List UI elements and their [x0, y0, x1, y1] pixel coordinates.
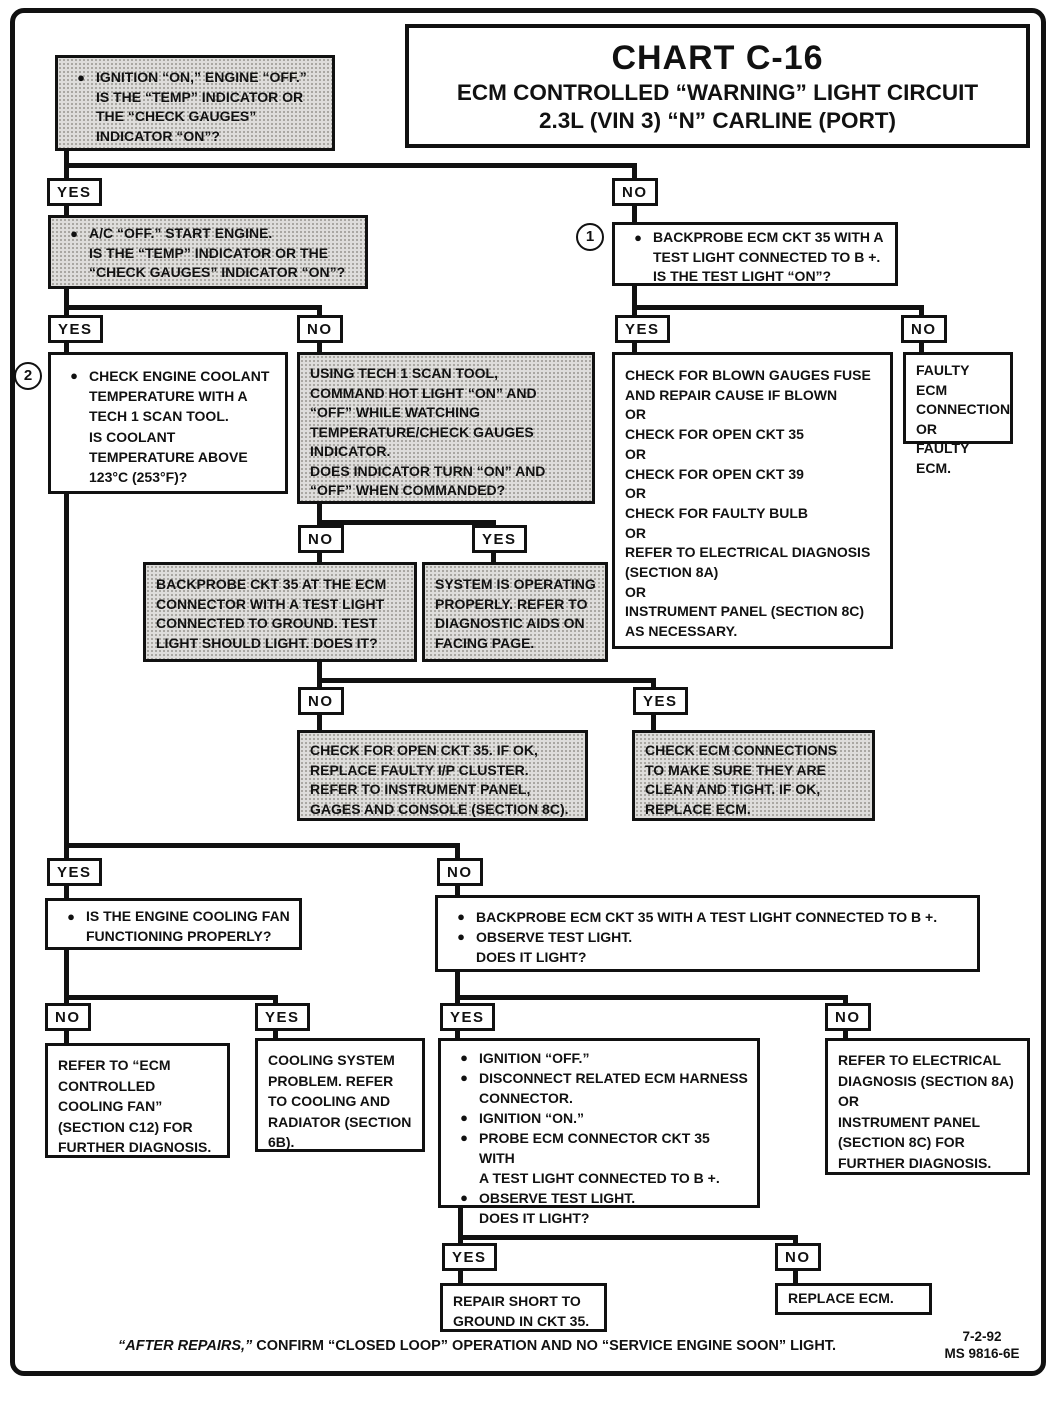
connector-line	[64, 494, 69, 898]
box-start-question: ● IGNITION “ON,” ENGINE “OFF.” IS THE “TEMP” INDICATOR OR THE “CHECK GAUGES” INDICATOR “ON”?	[55, 55, 335, 151]
box-refer-section-8a: REFER TO ELECTRICAL DIAGNOSIS (SECTION 8A) OR INSTRUMENT PANEL (SECTION 8C) FOR FURTHER DIAGNOSIS.	[825, 1038, 1030, 1175]
box-cooling-system-problem: COOLING SYSTEM PROBLEM. REFER TO COOLING AND RADIATOR (SECTION 6B).	[255, 1038, 425, 1152]
revision-date: 7-2-92	[962, 1329, 1002, 1344]
connector-line	[317, 678, 656, 683]
connector-line	[64, 843, 460, 848]
box-cooling-fan-question: ● IS THE ENGINE COOLING FAN FUNCTIONING PROPERLY?	[45, 898, 302, 950]
box-check-ecm-connections: CHECK ECM CONNECTIONS TO MAKE SURE THEY ARE CLEAN AND TIGHT. IF OK, REPLACE ECM.	[632, 730, 875, 821]
connector-line	[455, 995, 848, 1000]
decision-label-yes: YES	[48, 315, 103, 343]
decision-label-no: NO	[297, 315, 343, 343]
connector-line	[317, 520, 496, 525]
footer-note-italic: “AFTER REPAIRS,”	[118, 1338, 253, 1354]
decision-label-no: NO	[612, 178, 658, 206]
decision-label-yes: YES	[615, 315, 670, 343]
box-ac-off-question: ● A/C “OFF.” START ENGINE. IS THE “TEMP” INDICATOR OR THE “CHECK GAUGES” INDICATOR “ON”?	[48, 215, 368, 289]
box-repair-short-ckt35: REPAIR SHORT TO GROUND IN CKT 35.	[440, 1283, 607, 1332]
box-check-coolant-temp: ● CHECK ENGINE COOLANT TEMPERATURE WITH A TECH 1 SCAN TOOL. IS COOLANT TEMPERATURE ABOVE 123°C (253°F)?	[48, 352, 288, 494]
chart-title-box	[405, 24, 1030, 148]
document-id: MS 9816-6E	[944, 1346, 1020, 1361]
connector-line	[64, 305, 322, 310]
decision-label-yes: YES	[47, 178, 102, 206]
box-backprobe-observe-light: ● BACKPROBE ECM CKT 35 WITH A TEST LIGHT CONNECTED TO B +. ● OBSERVE TEST LIGHT. DOES IT LIGHT?	[435, 895, 980, 972]
document-revision	[928, 1328, 1036, 1362]
box-backprobe-ckt35-ground: BACKPROBE CKT 35 AT THE ECM CONNECTOR WITH A TEST LIGHT CONNECTED TO GROUND. TEST LIGHT SHOULD LIGHT. DOES IT?	[143, 562, 417, 662]
decision-label-no: NO	[437, 858, 483, 886]
box-refer-section-c12: REFER TO “ECM CONTROLLED COOLING FAN” (SECTION C12) FOR FURTHER DIAGNOSIS.	[45, 1043, 230, 1158]
connector-line	[64, 995, 278, 1000]
decision-label-no: NO	[298, 525, 344, 553]
decision-label-no: NO	[775, 1243, 821, 1271]
chart-title: ECM CONTROLLED “WARNING” LIGHT CIRCUIT	[456, 79, 979, 105]
decision-label-yes: YES	[255, 1003, 310, 1031]
box-system-operating-properly: SYSTEM IS OPERATING PROPERLY. REFER TO DIAGNOSTIC AIDS ON FACING PAGE.	[422, 562, 608, 662]
chart-number: CHART C-16	[611, 38, 824, 77]
box-check-blown-gauges-fuse: CHECK FOR BLOWN GAUGES FUSE AND REPAIR CAUSE IF BLOWN OR CHECK FOR OPEN CKT 35 OR CHECK FOR OPEN CKT 39 OR CHECK FOR FAULTY BULB OR REFER TO ELECTRICAL DIAGNOSIS (SECTION 8A) OR INSTRUMENT PANEL (SECTION 8C) AS NECESSARY.	[612, 352, 893, 649]
step-circle-2: 2	[14, 362, 42, 390]
connector-line	[458, 1235, 798, 1240]
footer-note	[118, 1338, 878, 1354]
box-check-open-ckt35: CHECK FOR OPEN CKT 35. IF OK, REPLACE FAULTY I/P CLUSTER. REFER TO INSTRUMENT PANEL, GAGES AND CONSOLE (SECTION 8C).	[297, 730, 588, 821]
decision-label-no: NO	[825, 1003, 871, 1031]
decision-label-no: NO	[901, 315, 947, 343]
decision-label-yes: YES	[440, 1003, 495, 1031]
decision-label-yes: YES	[633, 687, 688, 715]
box-backprobe-ckt35-b-plus: ● BACKPROBE ECM CKT 35 WITH A TEST LIGHT CONNECTED TO B +. IS THE TEST LIGHT “ON”?	[612, 222, 898, 286]
decision-label-yes: YES	[442, 1243, 497, 1271]
box-faulty-ecm: FAULTY ECM CONNECTION OR FAULTY ECM.	[903, 352, 1013, 444]
connector-line	[64, 163, 637, 168]
decision-label-yes: YES	[472, 525, 527, 553]
decision-label-no: NO	[298, 687, 344, 715]
box-replace-ecm: REPLACE ECM.	[775, 1283, 932, 1315]
decision-label-yes: YES	[47, 858, 102, 886]
step-circle-1: 1	[576, 223, 604, 251]
footer-note-rest: CONFIRM “CLOSED LOOP” OPERATION AND NO “SERVICE ENGINE SOON” LIGHT.	[252, 1338, 837, 1354]
decision-label-no: NO	[45, 1003, 91, 1031]
box-ignition-off-probe-sequence: ● IGNITION “OFF.” ● DISCONNECT RELATED ECM HARNESS CONNECTOR. ● IGNITION “ON.” ● PROBE ECM CONNECTOR CKT 35 WITH A TEST LIGHT CONNECTED TO B +. ● OBSERVE TEST LIGHT. DOES IT LIGHT?	[438, 1038, 760, 1208]
connector-line	[632, 305, 924, 310]
box-tech1-command-hot-light: USING TECH 1 SCAN TOOL, COMMAND HOT LIGHT “ON” AND “OFF” WHILE WATCHING TEMPERATURE/CHECK GAUGES INDICATOR. DOES INDICATOR TURN “ON” AND “OFF” WHEN COMMANDED?	[297, 352, 595, 504]
chart-subtitle: 2.3L (VIN 3) “N” CARLINE (PORT)	[538, 107, 897, 133]
